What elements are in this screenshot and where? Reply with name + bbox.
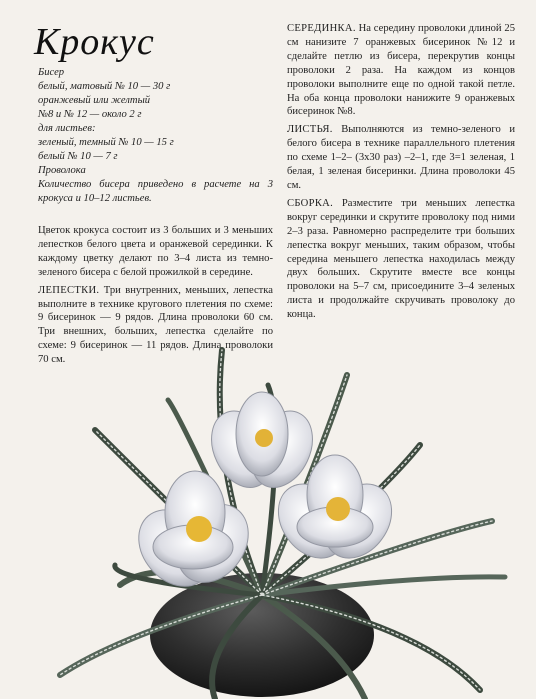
beaded-crocus-photo [0,345,536,699]
materials-line: №8 и № 12 — около 2 г [38,109,142,120]
materials-line: белый, матовый № 10 — 30 г [38,81,171,92]
leaves-heading: ЛИСТЬЯ. [287,124,333,136]
assembly-heading: СБОРКА. [287,197,334,209]
leaves-text: Выполняются из темно-зеленого и белого бисера в технике параллельного плетения по схеме 1–2– (3х30 раз) –2–1, где 3=1 зеленая, 1 белая, 1 зеленая бисеринки. Длина проволоки 45 см. [287,124,515,191]
center-text: На середину проволоки длиной 25 см нанизите 7 оранжевых бисеринок №12 и сделайте петлю из бисера, перекрутив концы проволоки 2 раза. На каждом из концов проволоки выполните еще по одной такой петле. На оба конца проволоки нанижите 9 оранжевых бисеринок №8. [287,23,515,118]
center-heading: СЕРЕДИНКА. [287,23,356,34]
materials-line: Бисер [38,67,65,78]
assembly-text: Разместите три меньших лепестка вокруг серединки и скрутите проволоку под ними 2–3 раза. Равномерно распределите три больших лепестка вокруг меньших, таким образом, чтобы середина меньшего лепестка находилась между двух больших. Скрутите вместе все концы проволоки на 5–7 см, присоедините 3–4 зеленых листа и продолжайте скручивать проволоку до конца. [287,197,515,321]
crocus-center [186,516,212,542]
right-column [287,22,515,322]
crocus-center [255,429,273,447]
petals-text: Три внутренних, меньших, лепестка выполните в технике кругового плетения по схеме: 9 бисеринок — 9 рядов. Длина проволоки 60 см. Три внешних, больших, лепестка сделайте по схеме: 9 бисеринок — 11 рядов. Длина проволоки 70 см. [38,284,273,366]
materials-line: оранжевый или желтый [38,95,151,106]
page-title: Крокус [34,21,155,63]
crocus-center [326,497,350,521]
materials-list [38,66,273,206]
materials-line: Проволока [38,165,86,176]
materials-note: Количество бисера приведено в расчете на 3 крокуса и 10–12 листьев. [38,179,273,204]
materials-line: белый № 10 — 7 г [38,151,118,162]
center-paragraph [287,22,515,119]
materials-line: зеленый, темный № 10 — 15 г [38,137,174,148]
left-column [38,66,273,367]
assembly-paragraph [287,197,515,322]
petals-heading: ЛЕПЕСТКИ. [38,284,100,296]
materials-line: для листьев: [38,123,96,134]
intro-paragraph: Цветок крокуса состоит из 3 больших и 3 меньших лепестков белого цвета и оранжевой серединки. К каждому цветку делают по 3–4 листа из темно-зеленого бисера с белой прожилкой в середине. [38,225,273,278]
leaves-paragraph [287,123,515,193]
